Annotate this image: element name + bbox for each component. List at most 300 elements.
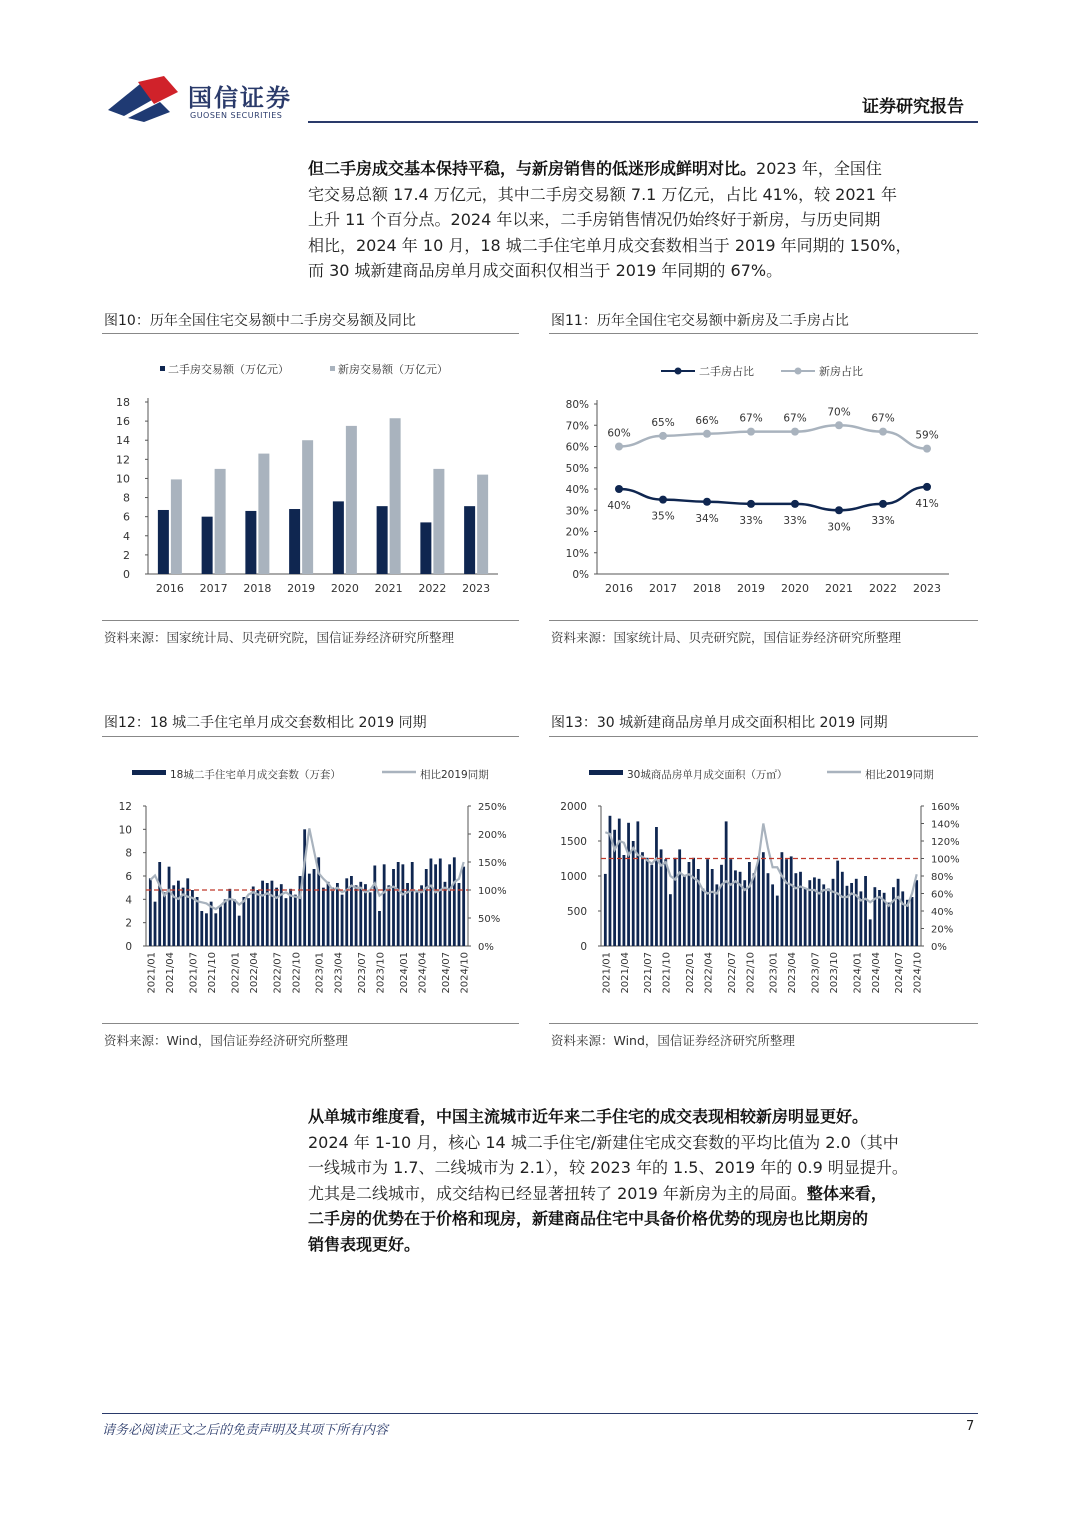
bar <box>430 859 433 947</box>
x-tick-label: 2018 <box>693 582 721 595</box>
x-tick-label: 2023/04 <box>787 952 799 994</box>
figure-12-bottom-rule <box>102 1023 519 1024</box>
bar <box>604 874 607 946</box>
bar <box>420 522 431 574</box>
bar <box>632 841 635 946</box>
bar <box>799 872 802 946</box>
paragraph-2-line: 一线城市为 1.7、二线城市为 2.1），较 2023 年的 1.5、2019 年的 0.9 明显提升。 <box>308 1158 908 1177</box>
x-tick-label: 2023/10 <box>829 952 841 994</box>
figure-10-chart <box>102 352 520 602</box>
bar <box>387 885 390 946</box>
y-right-tick-label: 60% <box>931 889 954 901</box>
x-tick-label: 2024/01 <box>398 952 410 994</box>
data-label: 65% <box>651 416 675 429</box>
bar <box>346 426 357 574</box>
y-tick-label: 0 <box>123 568 130 581</box>
y-right-tick-label: 0% <box>478 942 494 953</box>
series-point <box>703 498 711 506</box>
y-tick-label: 30% <box>565 505 589 518</box>
x-tick-label: 2022 <box>869 582 897 595</box>
y-tick-label: 10 <box>116 472 130 486</box>
x-tick-label: 2021/01 <box>601 952 613 994</box>
x-tick-label: 2022/04 <box>249 952 261 994</box>
x-tick-label: 2023 <box>913 582 941 595</box>
y-right-tick-label: 120% <box>931 837 960 848</box>
x-tick-label: 2023/01 <box>314 952 326 994</box>
x-tick-label: 2021/10 <box>207 952 219 994</box>
bar <box>308 874 311 946</box>
bar <box>836 861 839 946</box>
figure-12-top-rule <box>102 736 519 737</box>
data-label: 30% <box>827 521 851 534</box>
x-tick-label: 2024/07 <box>894 952 906 994</box>
x-tick-label: 2021/10 <box>661 952 673 994</box>
paragraph-1-line: 而 30 城新建商品房单月成交面积仅相当于 2019 年同期的 67%。 <box>308 261 783 280</box>
bar <box>168 867 171 946</box>
paragraph-2-line: 2024 年 1-10 月，核心 14 城二手住宅/新建住宅成交套数的平均比值为 2.0（其中 <box>308 1132 899 1152</box>
y-left-tick-label: 10 <box>118 824 132 837</box>
y-tick-label: 12 <box>116 453 130 467</box>
bar <box>855 879 858 946</box>
bar <box>415 892 418 946</box>
bar <box>753 873 756 946</box>
bar <box>702 889 705 946</box>
bar <box>258 454 269 574</box>
footer-rule <box>102 1413 978 1414</box>
bar <box>171 479 182 574</box>
figure-13-title: 图13：30 城新建商品房单月成交面积相比 2019 同期 <box>551 715 888 731</box>
y-right-tick-label: 200% <box>478 830 507 841</box>
bar <box>711 869 714 946</box>
bar <box>669 894 672 946</box>
bar <box>636 821 639 946</box>
bar <box>869 919 872 946</box>
paragraph-1-bold: 但二手房成交基本保持平稳，与新房销售的低迷形成鲜明对比。 <box>308 159 757 178</box>
bar <box>464 506 475 574</box>
data-label: 40% <box>607 500 631 512</box>
bar <box>846 886 849 946</box>
paragraph-2-bold-line: 整体来看， <box>806 1183 887 1203</box>
data-label: 33% <box>783 514 807 527</box>
bar <box>762 852 765 946</box>
x-tick-label: 2022/10 <box>745 952 757 994</box>
bar <box>392 869 395 946</box>
data-label: 70% <box>827 406 851 419</box>
y-left-tick-label: 500 <box>566 906 587 918</box>
bar <box>627 823 630 946</box>
figure-11-bottom-rule <box>549 620 978 621</box>
bar <box>158 862 161 946</box>
paragraph-2 <box>308 1104 980 1257</box>
bar <box>336 883 339 946</box>
x-tick-label: 2023 <box>462 582 491 595</box>
y-tick-label: 6 <box>123 510 130 524</box>
data-label: 33% <box>739 514 763 527</box>
y-right-tick-label: 50% <box>478 914 501 925</box>
y-left-tick-label: 12 <box>118 801 132 813</box>
bar <box>425 869 428 946</box>
series-point <box>659 496 667 504</box>
bar <box>322 888 325 946</box>
paragraph-2-bold-line: 销售表现更好。 <box>308 1234 421 1254</box>
bar <box>729 859 732 946</box>
bar <box>331 888 334 946</box>
y-left-tick-label: 0 <box>125 941 132 953</box>
paragraph-2-bold-line: 二手房的优势在于价格和现房，新建商品住宅中具备价格优势的现房也比期房的 <box>308 1209 869 1228</box>
x-tick-label: 2023/07 <box>356 952 368 994</box>
bar <box>915 880 918 946</box>
bar <box>369 892 372 946</box>
x-tick-label: 2022/04 <box>703 952 715 994</box>
x-tick-label: 2022/07 <box>726 952 738 994</box>
y-tick-label: 80% <box>565 399 589 411</box>
bar <box>864 876 867 946</box>
bar <box>757 856 760 946</box>
x-tick-label: 2024/04 <box>417 952 429 994</box>
y-tick-label: 20% <box>565 526 589 539</box>
bar <box>646 858 649 946</box>
bar <box>748 862 751 946</box>
y-tick-label: 70% <box>565 420 589 433</box>
y-right-tick-label: 100% <box>931 854 960 866</box>
data-label: 66% <box>695 414 719 427</box>
bar <box>224 899 227 946</box>
x-tick-label: 2018 <box>243 582 272 595</box>
series-point <box>923 445 931 453</box>
data-label: 35% <box>651 510 675 523</box>
bar <box>285 898 288 946</box>
y-tick-label: 10% <box>565 547 589 560</box>
bar <box>887 903 890 946</box>
bar <box>205 913 208 946</box>
paragraph-1-line: 相比，2024 年 10 月，18 城二手住宅单月成交套数相当于 2019 年同期的 150%， <box>308 235 912 255</box>
figure-13-top-rule <box>549 736 978 737</box>
data-label: 60% <box>607 427 631 440</box>
y-tick-label: 4 <box>123 529 130 543</box>
figure-10-title: 图10：历年全国住宅交易额中二手房交易额及同比 <box>104 313 416 329</box>
x-tick-label: 2016 <box>605 582 633 595</box>
figure-11-title: 图11：历年全国住宅交易额中新房及二手房占比 <box>551 313 849 329</box>
series-point <box>659 432 667 440</box>
bar <box>771 884 774 946</box>
y-right-tick-label: 140% <box>931 819 960 831</box>
figure-10-top-rule <box>102 333 519 334</box>
bar <box>233 899 236 946</box>
bar <box>383 864 386 946</box>
legend-label: 新房占比 <box>819 365 863 378</box>
bar <box>897 879 900 946</box>
bar <box>163 892 166 946</box>
legend-marker <box>675 368 682 375</box>
bar <box>196 897 199 946</box>
y-right-tick-label: 100% <box>478 886 507 897</box>
figure-12-chart <box>102 752 520 1007</box>
bar <box>448 864 451 946</box>
paragraph-2-line: 尤其是二线城市，成交结构已经显著扭转了 2019 年新房为主的局面。 <box>308 1183 807 1203</box>
y-tick-label: 16 <box>116 415 130 429</box>
series-point <box>879 500 887 508</box>
y-right-tick-label: 150% <box>478 858 507 869</box>
data-label: 33% <box>871 514 895 527</box>
bar <box>781 852 784 946</box>
bar <box>433 469 444 574</box>
legend-label: 二手房占比 <box>699 365 754 378</box>
legend-swatch <box>330 366 335 371</box>
x-tick-label: 2021/07 <box>643 952 655 994</box>
bar <box>458 883 461 946</box>
series-point <box>791 500 799 508</box>
bar <box>655 827 658 946</box>
bar <box>706 859 709 946</box>
figure-12-title: 图12：18 城二手住宅单月成交套数相比 2019 同期 <box>104 715 427 731</box>
bar <box>785 859 788 946</box>
x-tick-label: 2017 <box>649 582 677 595</box>
series-point <box>615 485 623 493</box>
bar <box>289 889 292 946</box>
paragraph-2-bold-line: 从单城市维度看，中国主流城市近年来二手住宅的成交表现相较新房明显更好。 <box>308 1107 869 1126</box>
legend-swatch <box>160 366 165 371</box>
header-rule <box>308 121 978 123</box>
figure-11-top-rule <box>549 333 978 334</box>
figure-13-bottom-rule <box>549 1023 978 1024</box>
y-right-tick-label: 160% <box>931 802 960 813</box>
bar <box>841 872 844 946</box>
x-tick-label: 2021/07 <box>188 952 200 994</box>
bar <box>692 858 695 946</box>
x-tick-label: 2024/07 <box>440 952 452 994</box>
x-tick-label: 2019 <box>287 582 316 595</box>
x-tick-label: 2023/07 <box>810 952 822 994</box>
bar <box>832 879 835 946</box>
figure-12-source: 资料来源：Wind，国信证券经济研究所整理 <box>104 1033 348 1048</box>
y-right-tick-label: 20% <box>931 924 954 936</box>
y-right-tick-label: 80% <box>931 872 954 883</box>
bar <box>294 895 297 946</box>
bar <box>341 895 344 946</box>
bar <box>289 509 300 574</box>
bar <box>313 869 316 946</box>
bar <box>683 876 686 946</box>
bar <box>245 511 256 574</box>
bar <box>202 517 213 574</box>
bar <box>256 890 259 946</box>
bar <box>420 885 423 946</box>
bar <box>158 510 169 574</box>
x-tick-label: 2023/04 <box>333 952 345 994</box>
paragraph-1 <box>308 156 980 284</box>
x-tick-label: 2022/07 <box>272 952 284 994</box>
y-tick-label: 40% <box>565 484 589 496</box>
x-tick-label: 2020 <box>781 582 809 595</box>
bar <box>333 501 344 574</box>
series-point <box>879 428 887 436</box>
bar <box>725 821 728 946</box>
series-point <box>835 506 843 514</box>
bar <box>439 859 442 947</box>
legend-label: 二手房交易额（万亿元） <box>168 363 289 376</box>
bar <box>215 469 226 574</box>
y-tick-label: 2 <box>123 548 130 562</box>
y-left-tick-label: 0 <box>580 941 587 953</box>
bar <box>794 873 797 946</box>
bar <box>373 866 376 947</box>
x-tick-label: 2022 <box>418 582 447 595</box>
figure-11-chart <box>549 352 979 602</box>
bar <box>813 877 816 946</box>
bar <box>804 889 807 946</box>
bar <box>618 819 621 946</box>
y-right-tick-label: 250% <box>478 802 507 813</box>
bar <box>327 882 330 946</box>
bar <box>664 859 667 946</box>
report-type-label: 证券研究报告 <box>862 97 964 117</box>
y-tick-label: 14 <box>116 434 130 448</box>
y-tick-label: 18 <box>116 396 130 409</box>
bar <box>247 898 250 946</box>
data-label: 41% <box>915 497 939 510</box>
legend-label: 新房交易额（万亿元） <box>338 363 448 376</box>
paragraph-1-line: 上升 11 个百分点。2024 年以来，二手房销售情况仍始终好于新房，与历史同期 <box>308 210 881 229</box>
bar <box>901 891 904 946</box>
y-tick-label: 60% <box>565 441 589 454</box>
company-logo-mark <box>104 74 184 124</box>
x-tick-label: 2020 <box>330 582 359 595</box>
series-point <box>747 500 755 508</box>
figure-10-source: 资料来源：国家统计局、贝壳研究院，国信证券经济研究所整理 <box>104 630 455 645</box>
x-tick-label: 2016 <box>155 582 184 595</box>
bar <box>238 916 241 946</box>
bar <box>390 418 401 574</box>
y-left-tick-label: 4 <box>125 894 132 907</box>
legend-label: 相比2019同期 <box>865 769 934 781</box>
data-label: 67% <box>871 412 895 425</box>
y-left-tick-label: 1000 <box>560 871 587 883</box>
x-tick-label: 2021/04 <box>619 952 631 994</box>
bar <box>434 864 437 946</box>
bar <box>228 889 231 946</box>
y-left-tick-label: 2000 <box>560 801 587 813</box>
y-tick-label: 0% <box>572 569 589 581</box>
bar <box>377 506 388 574</box>
bar <box>219 906 222 946</box>
data-label: 67% <box>783 412 807 425</box>
bar <box>411 862 414 946</box>
y-right-tick-label: 40% <box>931 907 954 918</box>
bar <box>200 911 203 946</box>
bar <box>720 865 723 946</box>
bar <box>873 887 876 946</box>
x-tick-label: 2021/04 <box>165 952 177 994</box>
paragraph-1-line: 2023 年，全国住 <box>756 159 882 178</box>
series-point <box>923 483 931 491</box>
series-point <box>835 421 843 429</box>
x-tick-label: 2022/01 <box>684 952 696 994</box>
x-tick-label: 2024/04 <box>870 952 882 994</box>
series-point <box>615 443 623 451</box>
x-tick-label: 2024/10 <box>459 952 471 994</box>
bar <box>767 873 770 946</box>
bar <box>149 878 152 946</box>
bar <box>827 889 830 946</box>
data-label: 67% <box>739 412 763 425</box>
x-tick-label: 2024/01 <box>852 952 864 994</box>
x-tick-label: 2022/01 <box>230 952 242 994</box>
bar <box>790 856 793 946</box>
x-tick-label: 2019 <box>737 582 765 595</box>
y-left-tick-label: 1500 <box>560 836 587 848</box>
series-point <box>791 428 799 436</box>
bar <box>378 911 381 946</box>
legend-label: 18城二手住宅单月成交套数（万套） <box>170 769 341 781</box>
bar <box>154 902 157 946</box>
data-label: 34% <box>695 512 719 525</box>
bar <box>302 440 313 574</box>
bar <box>674 858 677 946</box>
bar <box>359 882 362 946</box>
y-left-tick-label: 6 <box>125 871 132 883</box>
bar <box>892 887 895 946</box>
legend-label: 相比2019同期 <box>420 769 489 781</box>
bar <box>252 887 255 947</box>
x-tick-label: 2023/01 <box>768 952 780 994</box>
bar <box>242 897 245 946</box>
figure-13-chart <box>549 752 979 1007</box>
y-tick-label: 50% <box>565 462 589 475</box>
bar <box>397 862 400 946</box>
paragraph-1-line: 宅交易总额 17.4 万亿元，其中二手房交易额 7.1 万亿元，占比 41%，较 2021 年 <box>308 184 897 204</box>
bar <box>650 865 653 946</box>
x-tick-label: 2017 <box>199 582 228 595</box>
company-logo-text: 国信证券 <box>188 84 292 112</box>
bar <box>776 896 779 946</box>
data-label: 59% <box>915 429 939 442</box>
bar <box>355 885 358 946</box>
x-tick-label: 2023/10 <box>375 952 387 994</box>
bar <box>818 879 821 946</box>
bar <box>623 855 626 946</box>
legend-swatch <box>132 770 166 775</box>
bar <box>453 857 456 946</box>
y-tick-label: 8 <box>123 491 130 505</box>
bar <box>641 852 644 946</box>
bar <box>214 913 217 946</box>
bar <box>477 475 488 574</box>
x-tick-label: 2021 <box>374 582 403 595</box>
y-right-tick-label: 0% <box>931 942 947 953</box>
x-tick-label: 2024/10 <box>912 952 924 994</box>
x-tick-label: 2021/01 <box>146 952 158 994</box>
bar <box>678 849 681 946</box>
page-number: 7 <box>966 1419 975 1434</box>
bar <box>186 878 189 946</box>
x-tick-label: 2021 <box>825 582 853 595</box>
y-left-tick-label: 8 <box>125 847 132 860</box>
series-point <box>747 428 755 436</box>
legend-swatch <box>589 770 623 775</box>
bar <box>822 884 825 946</box>
figure-11-source: 资料来源：国家统计局、贝壳研究院，国信证券经济研究所整理 <box>551 630 902 645</box>
company-logo-subtext: GUOSEN SECURITIES <box>190 111 283 120</box>
figure-10-bottom-rule <box>102 620 519 621</box>
footer-disclaimer: 请务必阅读正文之后的免责声明及其项下所有内容 <box>102 1423 389 1438</box>
series-point <box>703 430 711 438</box>
figure-13-source: 资料来源：Wind，国信证券经济研究所整理 <box>551 1033 795 1048</box>
bar <box>462 867 465 946</box>
legend-label: 30城商品房单月成交面积（万㎡） <box>627 769 788 781</box>
legend-marker <box>795 368 802 375</box>
bar <box>911 897 914 946</box>
y-left-tick-label: 2 <box>125 917 132 930</box>
